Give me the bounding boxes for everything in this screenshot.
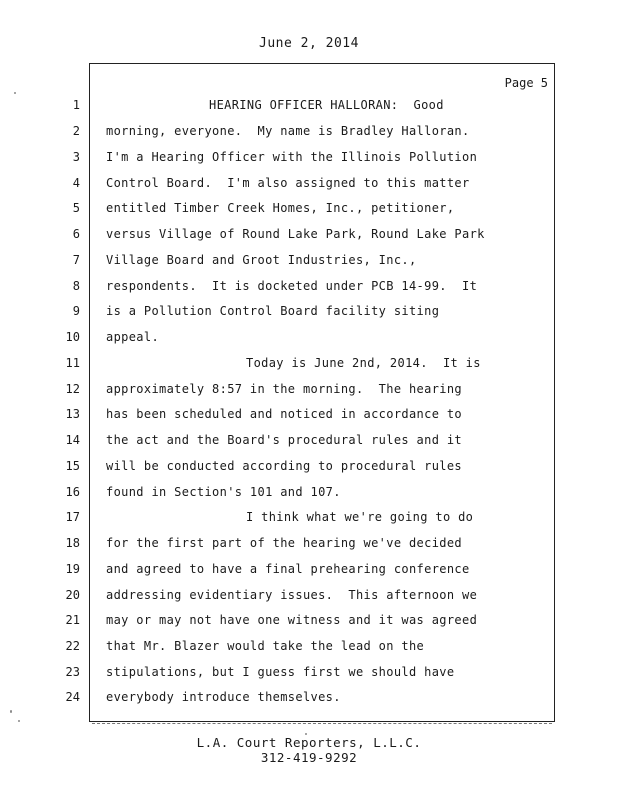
transcript-line: appeal. xyxy=(106,330,160,344)
transcript-line: the act and the Board's procedural rules and it xyxy=(106,433,463,447)
line-number: 3 xyxy=(72,150,80,164)
transcript-line: for the first part of the hearing we've decided xyxy=(106,536,463,550)
reporter-phone: 312-419-9292 xyxy=(260,750,358,765)
line-number: 4 xyxy=(72,176,80,190)
transcript-line: may or may not have one witness and it was agreed xyxy=(106,613,478,627)
transcript-line: I think what we're going to do xyxy=(246,510,474,524)
line-number: 8 xyxy=(72,279,80,293)
transcript-line: approximately 8:57 in the morning. The hearing xyxy=(106,382,463,396)
transcript-line: stipulations, but I guess first we should have xyxy=(106,665,455,679)
line-number: 18 xyxy=(65,536,80,550)
page-date: June 2, 2014 xyxy=(259,36,359,51)
line-number: 1 xyxy=(72,98,80,112)
line-number: 6 xyxy=(72,227,80,241)
page-number: Page 5 xyxy=(504,76,548,90)
transcript-line: Today is June 2nd, 2014. It is xyxy=(246,356,481,370)
line-number: 24 xyxy=(65,690,80,704)
transcript-line: everybody introduce themselves. xyxy=(106,690,341,704)
line-number: 16 xyxy=(65,485,80,499)
transcript-line: entitled Timber Creek Homes, Inc., petitioner, xyxy=(106,201,455,215)
line-number: 21 xyxy=(65,613,80,627)
scan-speck xyxy=(18,720,20,722)
line-number: 7 xyxy=(72,253,80,267)
line-number: 12 xyxy=(65,382,80,396)
line-number: 17 xyxy=(65,510,80,524)
line-number: 15 xyxy=(65,459,80,473)
transcript-line: is a Pollution Control Board facility siting xyxy=(106,304,440,318)
line-number: 22 xyxy=(65,639,80,653)
transcript-line: will be conducted according to procedural rules xyxy=(106,459,463,473)
transcript-line: versus Village of Round Lake Park, Round Lake Park xyxy=(106,227,485,241)
line-number: 23 xyxy=(65,665,80,679)
scan-speck xyxy=(305,733,307,735)
line-number: 2 xyxy=(72,124,80,138)
line-number: 14 xyxy=(65,433,80,447)
transcript-line: has been scheduled and noticed in accordance to xyxy=(106,407,463,421)
transcript-line: HEARING OFFICER HALLORAN: Good xyxy=(209,98,444,112)
transcript-line: found in Section's 101 and 107. xyxy=(106,485,341,499)
transcript-line: Village Board and Groot Industries, Inc., xyxy=(106,253,417,267)
line-number: 20 xyxy=(65,588,80,602)
line-number: 19 xyxy=(65,562,80,576)
line-number: 11 xyxy=(65,356,80,370)
transcript-line: morning, everyone. My name is Bradley Halloran. xyxy=(106,124,470,138)
frame-bottom-edge xyxy=(92,723,552,726)
transcript-line: respondents. It is docketed under PCB 14-99. It xyxy=(106,279,478,293)
line-number: 5 xyxy=(72,201,80,215)
transcript-line: I'm a Hearing Officer with the Illinois Pollution xyxy=(106,150,478,164)
line-number: 9 xyxy=(72,304,80,318)
line-number: 13 xyxy=(65,407,80,421)
transcript-line: that Mr. Blazer would take the lead on the xyxy=(106,639,425,653)
transcript-line: and agreed to have a final prehearing conference xyxy=(106,562,470,576)
reporter-firm: L.A. Court Reporters, L.L.C. xyxy=(196,735,422,750)
line-number: 10 xyxy=(65,330,80,344)
scan-speck xyxy=(14,92,16,94)
transcript-line: Control Board. I'm also assigned to this matter xyxy=(106,176,470,190)
scan-speck xyxy=(10,710,12,713)
transcript-line: addressing evidentiary issues. This afternoon we xyxy=(106,588,478,602)
